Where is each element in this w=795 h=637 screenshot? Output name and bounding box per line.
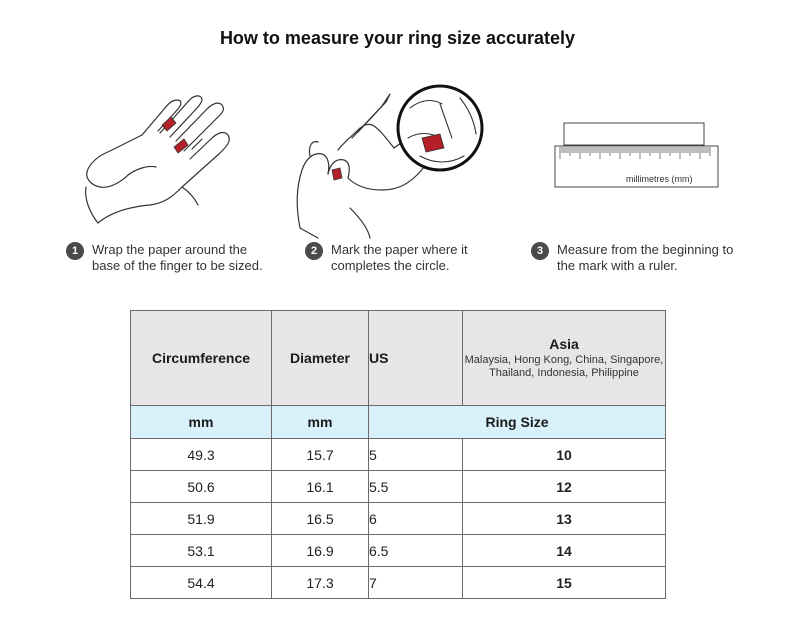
mark-paper-illustration xyxy=(290,78,500,243)
header-us: US xyxy=(369,311,463,406)
page-title: How to measure your ring size accurately xyxy=(219,28,576,48)
cell-asia: 13 xyxy=(463,503,666,535)
step-number: 1 xyxy=(66,242,84,260)
step-1 xyxy=(66,242,272,274)
table-header-row xyxy=(131,311,666,406)
cell-asia: 15 xyxy=(463,567,666,599)
table-row xyxy=(131,567,666,599)
step-text: Measure from the beginning to the mark with a ruler. xyxy=(557,242,734,273)
unit-diameter: mm xyxy=(272,406,369,439)
cell-asia: 14 xyxy=(463,535,666,567)
cell-us: 7 xyxy=(369,567,463,599)
cell-us: 6 xyxy=(369,503,463,535)
cell-us: 6.5 xyxy=(369,535,463,567)
ruler-label: millimetres (mm) xyxy=(626,174,693,184)
header-asia-title: Asia xyxy=(549,335,579,352)
header-asia-countries: Malaysia, Hong Kong, China, Singapore, Thailand, Indonesia, Philippine xyxy=(464,353,664,379)
ring-size-table xyxy=(130,310,666,599)
cell-asia: 12 xyxy=(463,471,666,503)
step-text: Wrap the paper around the base of the finger to be sized. xyxy=(92,242,263,273)
unit-ring-size: Ring Size xyxy=(369,406,666,439)
step-2 xyxy=(305,242,481,274)
table-row xyxy=(131,503,666,535)
step-3 xyxy=(531,242,742,274)
header-diameter: Diameter xyxy=(272,311,369,406)
header-asia xyxy=(463,311,666,406)
cell-us: 5 xyxy=(369,439,463,471)
cell-diameter: 16.9 xyxy=(272,535,369,567)
cell-circumference: 49.3 xyxy=(131,439,272,471)
table-unit-row xyxy=(131,406,666,439)
step-number: 2 xyxy=(305,242,323,260)
header-circumference: Circumference xyxy=(131,311,272,406)
cell-diameter: 17.3 xyxy=(272,567,369,599)
cell-asia: 10 xyxy=(463,439,666,471)
step-number: 3 xyxy=(531,242,549,260)
cell-circumference: 51.9 xyxy=(131,503,272,535)
cell-us: 5.5 xyxy=(369,471,463,503)
table-row xyxy=(131,535,666,567)
cell-circumference: 53.1 xyxy=(131,535,272,567)
unit-circumference: mm xyxy=(131,406,272,439)
cell-diameter: 15.7 xyxy=(272,439,369,471)
cell-diameter: 16.1 xyxy=(272,471,369,503)
cell-diameter: 16.5 xyxy=(272,503,369,535)
cell-circumference: 50.6 xyxy=(131,471,272,503)
table-row xyxy=(131,471,666,503)
step-text: Mark the paper where it completes the circle. xyxy=(331,242,468,273)
cell-circumference: 54.4 xyxy=(131,567,272,599)
table-row xyxy=(131,439,666,471)
hand-wrap-illustration xyxy=(70,95,270,230)
